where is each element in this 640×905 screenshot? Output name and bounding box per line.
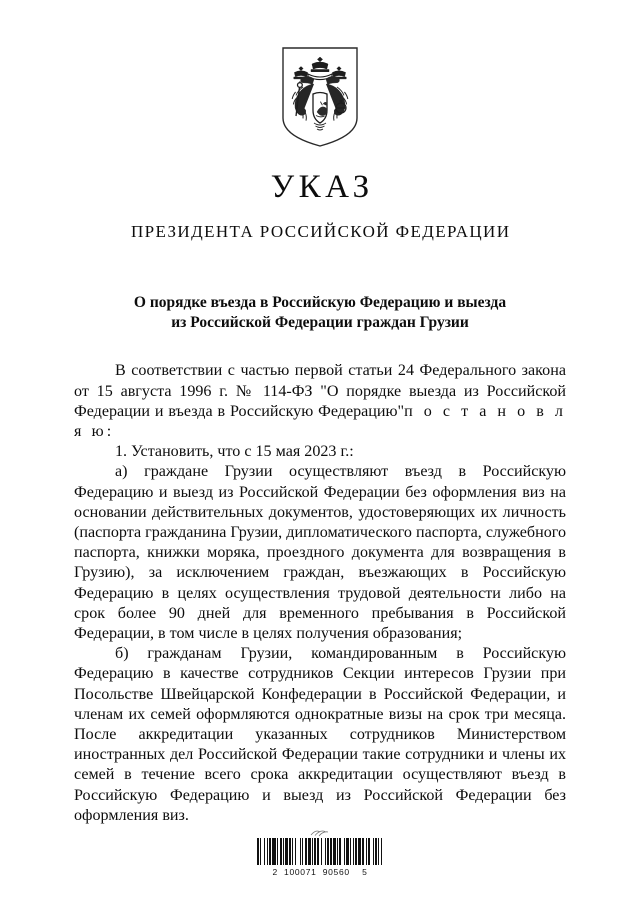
page-subtitle: ПРЕЗИДЕНТА РОССИЙСКОЙ ФЕДЕРАЦИИ [130, 221, 511, 241]
act-heading: О порядке въезда в Российскую Федерацию и выезда из Российской Федерации граждан Грузии [133, 294, 507, 332]
paragraph-item-1-b: б) гражданам Грузии, командированным в Российскую Федерацию в качестве сотрудников Секции интересов Грузии при Посольстве Швейцарской Конфедерации в Российской Федерации, и членам их семей оформляются однократные визы на срок три месяца. После аккредитации указанных сотрудников Министерством иностранных дел Российской Федерации такие сотрудники и члены их семей в течение всего срока аккредитации осуществляют въезд в Российскую Федерацию и выезд из Российской Федерации без оформления виз. [74, 645, 566, 824]
paragraph-item-1-a: а) граждане Грузии осуществляют въезд в Российскую Федерацию и выезд из Российской Федерации без оформления виз на основании действительных документов, удостоверяющих их личность (паспорта гражданина Грузии, дипломатического паспорта, служебного паспорта, книжки моряка, проездного документа для возвращения в Грузию), за исключением граждан, въезжающих в Российскую Федерацию в целях осуществления трудовой деятельности либо на срок более 90 дней для временного пребывания в Российской Федерации, в том числе в целях получения образования; [74, 463, 566, 642]
paragraph-item-1: 1. Установить, что с 15 мая 2023 г.: [115, 443, 354, 461]
paragraph-preamble [74, 361, 566, 442]
document-body [74, 361, 566, 826]
title-block [0, 170, 640, 241]
barcode-overprint-mark-icon [309, 828, 331, 837]
postanovlyayu-word: п о с т а н о в л я ю: [74, 402, 567, 440]
ean13-barcode [257, 838, 384, 865]
barcode-block [0, 828, 640, 877]
emblem-container [0, 0, 640, 148]
barcode-digits: 2 100071 90560 5 [272, 867, 368, 877]
page-title: УКАЗ [270, 169, 374, 205]
russian-federation-coat-of-arms-icon [281, 46, 359, 148]
preamble-text: В соответствии с частью первой статьи 24 Федерального закона от 15 августа 1996 г. № 114-ФЗ "О порядке выезда из Российской Федерации и въезда в Российскую Федерацию" [74, 362, 566, 420]
